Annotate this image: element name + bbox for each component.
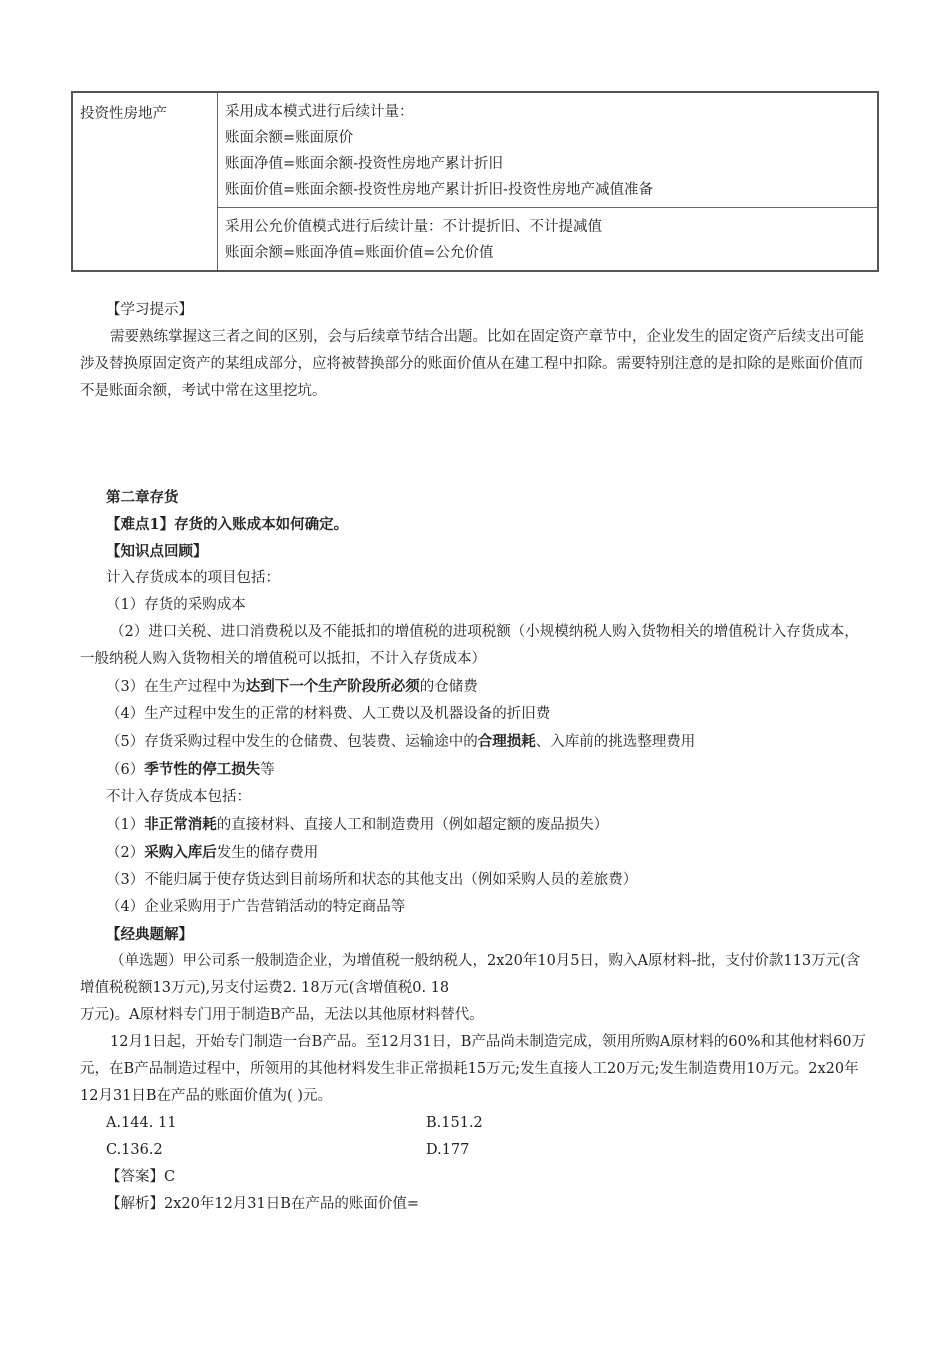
item-text: 的直接材料、直接人工和制造费用（例如超定额的废品损失） <box>216 817 609 833</box>
exclude-item-2 <box>80 839 872 867</box>
include-item-4: （4）生产过程中发生的正常的材料费、人工费以及机器设备的折旧费 <box>106 706 551 722</box>
cost-model-line: 账面价值=账面余额-投资性房地产累计折旧-投资性房地产减值准备 <box>225 182 653 198</box>
item-text: （1） <box>106 817 145 833</box>
include-intro: 计入存货成本的项目包括： <box>106 570 280 586</box>
include-item-3 <box>80 673 872 701</box>
item-text: 、入库前的挑选整理费用 <box>535 734 696 750</box>
item-text: 等 <box>260 762 275 778</box>
question-heading: 【经典题解】 <box>106 926 193 943</box>
question-stem-1: （单选题）甲公司系一般制造企业，为增值税一般纳税人，2x20年10月5日，购入A原材料-批，支付价款113万元(含增值税税额13万元),另支付运费2. 18万元(含增值税0. 18 <box>80 953 861 996</box>
item-text: （6） <box>106 762 145 778</box>
study-tip-heading: 【学习提示】 <box>106 302 193 318</box>
chapter-title: 第二章存货 <box>106 489 179 506</box>
item-emphasis: 非正常消耗 <box>144 816 217 833</box>
review-heading: 【知识点回顾】 <box>106 543 208 560</box>
item-text: （3）在生产过程中为 <box>106 679 246 695</box>
option-c: C.136.2 <box>106 1142 163 1158</box>
exclude-item-4: （4）企业采购用于广告营销活动的特定商品等 <box>106 899 406 915</box>
study-tip-body: 需要熟练掌握这三者之间的区别，会与后续章节结合出题。比如在固定资产章节中，企业发生的固定资产后续支出可能涉及替换原固定资产的某组成部分，应将被替换部分的账面价值从在建工程中扣除。需要特别注意的是扣除的是账面价值而不是账面余额，考试中常在这里挖坑。 <box>80 329 864 399</box>
option-b: B.151.2 <box>426 1115 483 1131</box>
options-row-2 <box>80 1137 872 1164</box>
fair-value-line: 账面余额=账面净值=账面价值=公允价值 <box>225 245 494 261</box>
item-text: （2） <box>106 845 145 861</box>
answer: 【答案】C <box>106 1169 176 1185</box>
item-text: 发生的储存费用 <box>216 845 319 861</box>
difficulty-heading: 【难点1】存货的入账成本如何确定。 <box>106 516 349 533</box>
exclude-intro: 不计入存货成本包括： <box>106 789 251 805</box>
include-item-5 <box>80 728 872 756</box>
fair-value-model-cell <box>218 208 879 272</box>
question-stem-3: 12月1日起，开始专门制造一台B产品。至12月31日，B产品尚未制造完成，领用所购A原材料的60%和其他材料60万元，在B产品制造过程中，所领用的其他材料发生非正常损耗15万元;发生直接人工20万元;发生制造费用10万元。2x20年12月31日B在产品的账面价值为( )元。 <box>80 1034 867 1104</box>
item-emphasis: 采购入库后 <box>144 844 217 861</box>
item-emphasis: 达到下一个生产阶段所必须 <box>245 678 420 695</box>
item-text: 的仓储费 <box>419 679 478 695</box>
cost-model-line: 账面净值=账面余额-投资性房地产累计折旧 <box>225 156 504 172</box>
fair-value-line: 采用公允价值模式进行后续计量：不计提折旧、不计提减值 <box>225 219 602 235</box>
cost-model-cell <box>218 92 879 208</box>
question-stem-2: 万元)。A原材料专门用于制造B产品，无法以其他原材料替代。 <box>80 1007 484 1023</box>
item-emphasis: 季节性的停工损失 <box>144 761 261 778</box>
include-item-6 <box>80 756 872 784</box>
item-emphasis: 合理损耗 <box>477 733 536 750</box>
option-a: A.144. 11 <box>106 1115 177 1131</box>
exclude-item-1 <box>80 811 872 839</box>
chapter-section <box>80 484 872 1218</box>
analysis: 【解析】2x20年12月31日B在产品的账面价值= <box>106 1196 420 1212</box>
cost-model-line: 账面余额=账面原价 <box>225 130 354 146</box>
study-tip-section <box>80 297 872 405</box>
investment-property-table <box>71 91 879 272</box>
options-row-1 <box>80 1110 872 1137</box>
option-d: D.177 <box>426 1142 470 1158</box>
item-text: （5）存货采购过程中发生的仓储费、包装费、运输途中的 <box>106 734 478 750</box>
exclude-item-3: （3）不能归属于使存货达到目前场所和状态的其他支出（例如采购人员的差旅费） <box>106 872 638 888</box>
table-label-cell: 投资性房地产 <box>72 92 218 271</box>
include-item-2: （2）进口关税、进口消费税以及不能抵扣的增值税的进项税额（小规模纳税人购入货物相关的增值税计入存货成本，一般纳税人购入货物相关的增值税可以抵扣，不计入存货成本） <box>80 624 859 667</box>
cost-model-line: 采用成本模式进行后续计量： <box>225 104 414 120</box>
include-item-1: （1）存货的采购成本 <box>106 597 246 613</box>
